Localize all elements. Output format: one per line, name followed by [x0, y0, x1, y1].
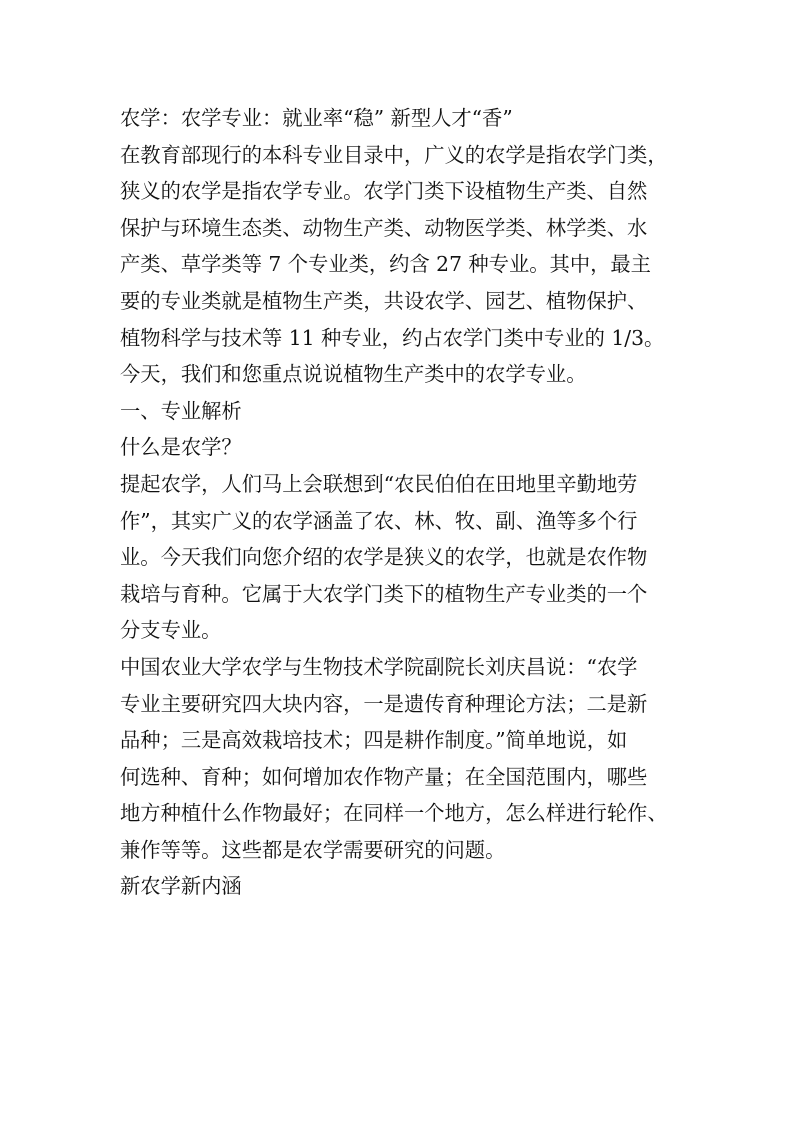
text-line: 植物科学与技术等 11 种专业，约占农学门类中专业的 1/3。	[120, 325, 665, 350]
text-line: 作”，其实广义的农学涵盖了农、林、牧、副、渔等多个行	[120, 508, 638, 533]
text-line: 地方种植什么作物最好；在同样一个地方，怎么样进行轮作、	[120, 801, 668, 826]
text-line: 栽培与育种。它属于大农学门类下的植物生产专业类的一个	[120, 581, 648, 606]
text-line: 业。今天我们向您介绍的农学是狭义的农学，也就是农作物	[120, 545, 648, 570]
text-line: 在教育部现行的本科专业目录中，广义的农学是指农学门类，	[120, 142, 668, 167]
text-line: 保护与环境生态类、动物生产类、动物医学类、林学类、水	[120, 215, 648, 240]
text-line: 何选种、育种；如何增加农作物产量；在全国范围内，哪些	[120, 764, 648, 789]
text-line: 提起农学，人们马上会联想到“农民伯伯在田地里辛勤地劳	[120, 471, 638, 496]
text-line: 兼作等等。这些都是农学需要研究的问题。	[120, 837, 506, 862]
text-line: 狭义的农学是指农学专业。农学门类下设植物生产类、自然	[120, 179, 648, 204]
paragraph	[120, 868, 680, 905]
text-line: 今天，我们和您重点说说植物生产类中的农学专业。	[120, 362, 587, 387]
document-title: 农学：农学专业：就业率“稳” 新型人才“香”	[120, 106, 513, 130]
text-line: 什么是农学？	[120, 435, 242, 460]
text-line: 产类、草学类等 7 个专业类，约含 27 种专业。其中，最主	[120, 252, 651, 277]
text-line: 一、专业解析	[120, 398, 242, 423]
paragraph	[120, 393, 680, 430]
paragraph	[120, 649, 680, 869]
text-line: 中国农业大学农学与生物技术学院副院长刘庆昌说：“农学	[120, 654, 638, 679]
text-line: 专业主要研究四大块内容，一是遗传育种理论方法；二是新	[120, 691, 648, 716]
paragraph	[120, 429, 680, 466]
text-line: 分支专业。	[120, 618, 222, 643]
paragraph	[120, 137, 680, 393]
paragraph	[120, 466, 680, 649]
document-page	[120, 100, 680, 905]
text-line: 要的专业类就是植物生产类，共设农学、园艺、植物保护、	[120, 288, 648, 313]
text-line: 新农学新内涵	[120, 874, 242, 899]
text-line: 品种；三是高效栽培技术；四是耕作制度。”简单地说，如	[120, 728, 628, 753]
document-body	[120, 137, 680, 905]
